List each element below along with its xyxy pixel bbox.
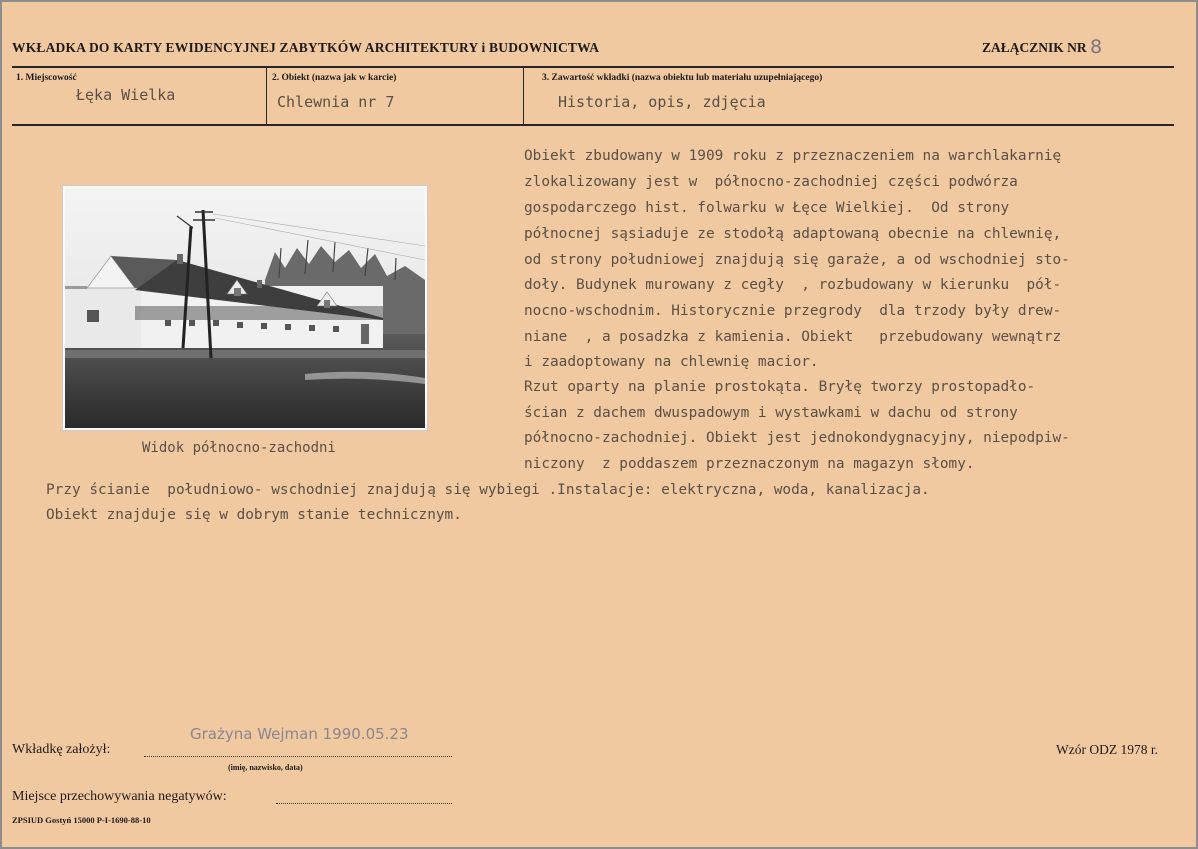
description-line: Przy ścianie południowo- wschodniej znajdują się wybiegi .Instalacje: elektryczna, woda, kanalizacja.	[46, 482, 930, 498]
document-sheet	[2, 2, 1196, 847]
contents-value: Historia, opis, zdjęcia	[558, 93, 766, 111]
negatives-label: Miejsce przechowywania negatywów:	[12, 789, 227, 804]
document-title: WKŁADKA DO KARTY EWIDENCYJNEJ ZABYTKÓW ARCHITEKTURY i BUDOWNICTWA	[12, 40, 600, 55]
description-line: i zaadoptowany na chlewnię macior.	[524, 354, 819, 370]
description-line: zlokalizowany jest w północno-zachodniej części podwórza	[524, 174, 1018, 190]
header-rule-top	[12, 66, 1174, 68]
object-value: Chlewnia nr 7	[277, 93, 395, 111]
contents-label: 3. Zawartość wkładki (nazwa obiektu lub materiału uzupełniającego)	[542, 73, 823, 83]
description-line: od strony południowej znajdują się garaże, a od wschodniej sto-	[524, 252, 1070, 268]
description-line: północnej sąsiaduje ze stodołą adaptowaną obecnie na chlewnię,	[524, 226, 1062, 242]
created-by-value: Grażyna Wejman 1990.05.23	[190, 725, 409, 743]
negatives-dotline	[276, 803, 452, 804]
created-by-hint: (imię, nazwisko, data)	[228, 763, 303, 772]
field-divider-2	[523, 68, 524, 124]
locality-label: 1. Miejscowość	[16, 73, 77, 83]
attachment-number: 8	[1090, 36, 1103, 58]
description-line: niczony z poddaszem przeznaczonym na magazyn słomy.	[524, 456, 975, 472]
description-line: Rzut oparty na planie prostokąta. Bryłę tworzy prostopadło-	[524, 379, 1036, 395]
attachment-label: ZAŁĄCZNIK NR	[982, 40, 1087, 55]
photo-image	[65, 188, 425, 428]
description-line: niane , a posadzka z kamienia. Obiekt przebudowany wewnątrz	[524, 329, 1062, 345]
printer-imprint: ZPSIUD Gostyń 15000 P-I-1690-88-10	[12, 815, 151, 825]
description-line: Obiekt zbudowany w 1909 roku z przeznaczeniem na warchlakarnię	[524, 148, 1062, 164]
description-line: północno-zachodniej. Obiekt jest jednokondygnacyjny, niepodpiw-	[524, 430, 1070, 446]
created-by-dotline	[144, 756, 452, 757]
description-line: doły. Budynek murowany z cegły , rozbudowany w kierunku pół-	[524, 277, 1062, 293]
object-label: 2. Obiekt (nazwa jak w karcie)	[272, 73, 397, 83]
form-template-label: Wzór ODZ 1978 r.	[1056, 742, 1158, 757]
locality-value: Łęka Wielka	[76, 86, 176, 104]
header-rule-bottom	[12, 124, 1174, 126]
field-divider-1	[266, 68, 267, 124]
building-photo	[62, 185, 428, 431]
photo-caption: Widok północno-zachodni	[142, 440, 336, 456]
created-by-label: Wkładkę założył:	[12, 742, 111, 757]
description-line: gospodarczego hist. folwarku w Łęce Wielkiej. Od strony	[524, 200, 1010, 216]
description-line: ścian z dachem dwuspadowym i wystawkami w dachu od strony	[524, 405, 1018, 421]
description-line: nocno-wschodnim. Historycznie przegrody dla trzody były drew-	[524, 303, 1062, 319]
description-line: Obiekt znajduje się w dobrym stanie technicznym.	[46, 507, 462, 523]
